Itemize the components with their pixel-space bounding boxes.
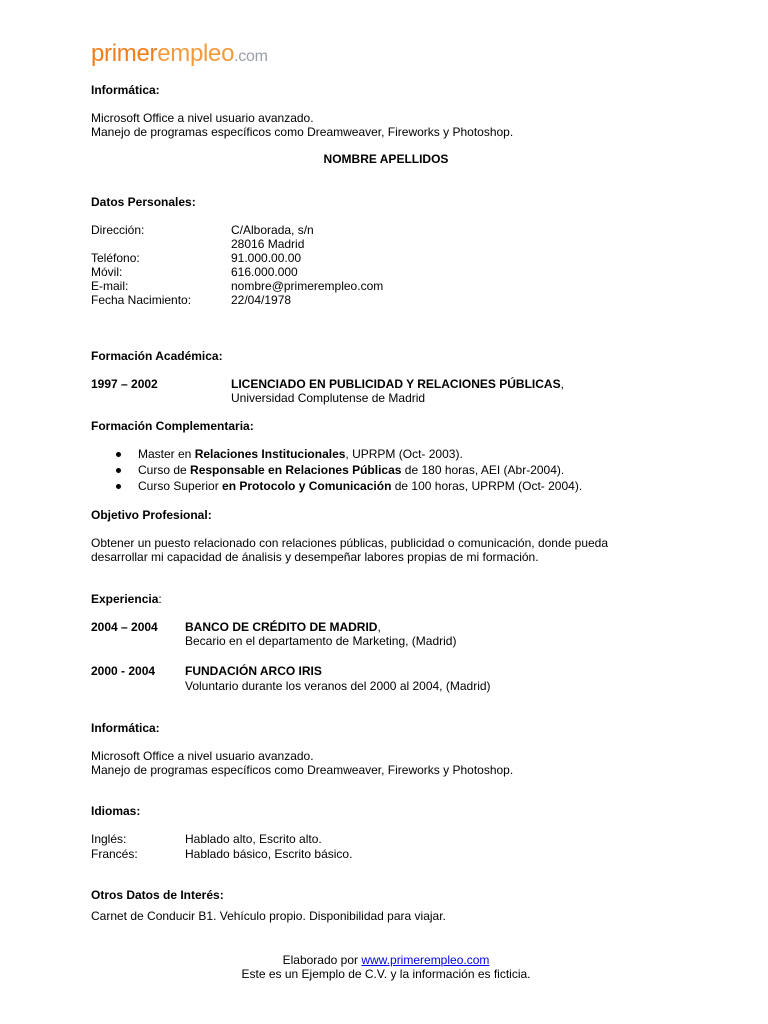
experiencia-years: 2004 – 2004	[91, 620, 158, 634]
experiencia-heading-text: Experiencia	[91, 592, 159, 606]
datos-label: Móvil:	[91, 265, 123, 279]
datos-value: 91.000.00.00	[231, 251, 302, 265]
formacion-complementaria-heading: Formación Complementaria:	[91, 419, 254, 433]
datos-label: E-mail:	[91, 279, 129, 293]
footer-prefix: Elaborado por	[282, 953, 362, 967]
idioma-lang: Inglés:	[91, 832, 127, 846]
objetivo-line-2: desarrollar mi capacidad de ánalisis y desempeñar labores propias de mi formación.	[91, 550, 539, 564]
experiencia-company	[185, 664, 322, 678]
experiencia-heading	[91, 592, 162, 606]
item-bold: en Protocolo y Comunicación	[222, 479, 392, 493]
item-post: de 180 horas, AEI (Abr-2004).	[401, 463, 565, 477]
company-name: FUNDACIÓN ARCO IRIS	[185, 664, 322, 678]
item-bold: Responsable en Relaciones Públicas	[190, 463, 402, 477]
formacion-degree	[231, 377, 564, 391]
datos-value: 22/04/1978	[231, 293, 292, 307]
formacion-years: 1997 – 2002	[91, 377, 158, 391]
otros-datos-heading: Otros Datos de Interés:	[91, 888, 224, 902]
item-bold: Relaciones Institucionales	[194, 447, 346, 461]
datos-value: 28016 Madrid	[231, 237, 305, 251]
idioma-level: Hablado básico, Escrito básico.	[185, 847, 353, 861]
informatica-line-1: Microsoft Office a nivel usuario avanzado.	[91, 749, 314, 763]
bullet-icon	[116, 468, 121, 473]
objetivo-heading: Objetivo Profesional:	[91, 508, 212, 522]
complementaria-item	[138, 447, 463, 461]
footer-link[interactable]: www.primerempleo.com	[361, 953, 490, 967]
experiencia-years: 2000 - 2004	[91, 664, 156, 678]
item-post: , UPRPM (Oct- 2003).	[345, 447, 463, 461]
datos-label: Dirección:	[91, 223, 145, 237]
item-pre: Curso Superior	[138, 479, 223, 493]
formacion-degree-suffix: ,	[560, 377, 564, 391]
informatica-top-line-1: Microsoft Office a nivel usuario avanzado.	[91, 111, 314, 125]
company-suffix: ,	[377, 620, 381, 634]
informatica-heading: Informática:	[91, 721, 160, 735]
idioma-level: Hablado alto, Escrito alto.	[185, 832, 322, 846]
datos-value: nombre@primerempleo.com	[231, 279, 384, 293]
complementaria-item	[138, 463, 564, 477]
candidate-name: NOMBRE APELLIDOS	[323, 152, 449, 166]
idiomas-heading: Idiomas:	[91, 804, 141, 818]
datos-label: Teléfono:	[91, 251, 140, 265]
experiencia-heading-suffix: :	[158, 592, 162, 606]
item-post: de 100 horas, UPRPM (Oct- 2004).	[391, 479, 583, 493]
item-pre: Master en	[138, 447, 195, 461]
primerempleo-logo	[91, 40, 268, 71]
complementaria-item	[138, 479, 582, 493]
item-pre: Curso de	[138, 463, 191, 477]
experiencia-desc: Becario en el departamento de Marketing, (Madrid)	[185, 634, 457, 648]
datos-value: 616.000.000	[231, 265, 298, 279]
objetivo-line-1: Obtener un puesto relacionado con relaciones públicas, publicidad o comunicación, donde pueda	[91, 536, 609, 550]
datos-value: C/Alborada, s/n	[231, 223, 314, 237]
logo-part-3: .com	[234, 48, 268, 65]
experiencia-company	[185, 620, 381, 634]
footer-credit	[0, 953, 768, 967]
otros-datos-text: Carnet de Conducir B1. Vehículo propio. Disponibilidad para viajar.	[91, 909, 446, 923]
informatica-line-2: Manejo de programas específicos como Dreamweaver, Fireworks y Photoshop.	[91, 763, 514, 777]
footer-disclaimer: Este es un Ejemplo de C.V. y la información es ficticia.	[241, 967, 531, 981]
formacion-academica-heading: Formación Académica:	[91, 349, 223, 363]
idioma-lang: Francés:	[91, 847, 138, 861]
bullet-icon	[116, 484, 121, 489]
logo-part-1: primer	[91, 40, 158, 67]
formacion-school: Universidad Complutense de Madrid	[231, 391, 426, 405]
datos-label: Fecha Nacimiento:	[91, 293, 192, 307]
bullet-icon	[116, 452, 121, 457]
logo-part-2: empleo	[157, 40, 235, 67]
informatica-top-heading: Informática:	[91, 83, 160, 97]
formacion-degree-title: LICENCIADO EN PUBLICIDAD Y RELACIONES PÚBLICAS	[231, 377, 561, 391]
informatica-top-line-2: Manejo de programas específicos como Dreamweaver, Fireworks y Photoshop.	[91, 125, 514, 139]
datos-personales-heading: Datos Personales:	[91, 195, 196, 209]
company-name: BANCO DE CRÉDITO DE MADRID	[185, 620, 378, 634]
experiencia-desc: Voluntario durante los veranos del 2000 al 2004, (Madrid)	[185, 679, 491, 693]
